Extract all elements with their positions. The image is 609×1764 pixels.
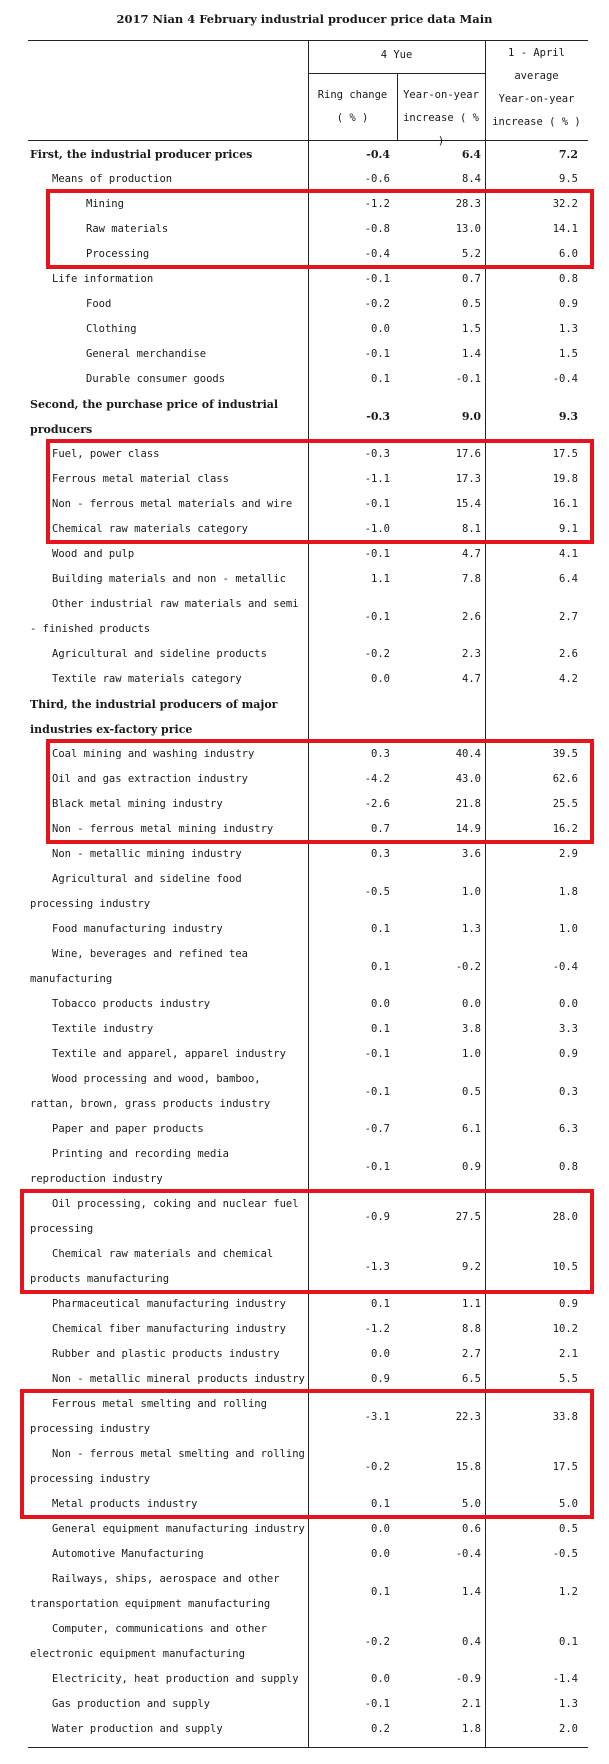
table-row (0, 1142, 609, 1192)
row-label: Electricity, heat production and supply (52, 1673, 299, 1685)
table-row (0, 692, 609, 742)
table-row (0, 1117, 609, 1142)
row-label: First, the industrial producer prices (30, 148, 253, 161)
row-label: Tobacco products industry (52, 998, 211, 1010)
ring-change-value: -0.4 (364, 248, 390, 260)
table-row (0, 1067, 609, 1117)
yoy-value: 5.0 (462, 1498, 481, 1510)
table-row (0, 267, 609, 292)
cumulative-value: 9.1 (559, 523, 578, 535)
ring-change-value: 0.1 (371, 1298, 390, 1310)
cumulative-value: 0.0 (559, 998, 578, 1010)
cumulative-value: 14.1 (552, 223, 578, 235)
cumulative-value: 32.2 (552, 198, 578, 210)
table-row (0, 1017, 609, 1042)
row-label: Fuel, power class (52, 448, 160, 460)
row-label: Non - ferrous metal smelting and rolling processing industry (30, 1448, 305, 1485)
row-label: Non - ferrous metal mining industry (52, 823, 274, 835)
highlight-box (46, 739, 594, 844)
ring-change-value: -0.3 (366, 410, 390, 423)
ring-change-value: -1.1 (364, 473, 390, 485)
ring-change-value: -0.7 (364, 1123, 390, 1135)
table-row (0, 942, 609, 992)
ring-change-value: -2.6 (364, 798, 390, 810)
row-label: Third, the industrial producers of major industries ex-factory price (30, 698, 278, 736)
row-label: Metal products industry (52, 1498, 198, 1510)
ring-change-value: 0.2 (371, 1723, 390, 1735)
row-label: Agricultural and sideline products (52, 648, 267, 660)
yoy-value: 1.4 (462, 348, 481, 360)
yoy-value: 0.4 (462, 1636, 481, 1648)
row-label: Agricultural and sideline food processing industry (30, 873, 242, 910)
row-label: Water production and supply (52, 1723, 223, 1735)
yoy-value: 5.2 (462, 248, 481, 260)
ring-change-value: 0.0 (371, 1348, 390, 1360)
yoy-value: 1.3 (462, 923, 481, 935)
table-row (0, 392, 609, 442)
cumulative-value: 2.1 (559, 1348, 578, 1360)
table-row (0, 1667, 609, 1692)
table-row (0, 142, 609, 167)
row-label: Ferrous metal material class (52, 473, 230, 485)
cumulative-value: 2.6 (559, 648, 578, 660)
ring-change-value: -0.1 (364, 498, 390, 510)
row-label: Oil and gas extraction industry (52, 773, 248, 785)
row-label: Wine, beverages and refined tea manufacturing (30, 948, 248, 985)
ring-change-value: -0.5 (364, 886, 390, 898)
ring-change-value: -0.2 (364, 1636, 390, 1648)
row-label: Chemical raw materials category (52, 523, 248, 535)
ring-change-value: -0.1 (364, 348, 390, 360)
ring-change-value: -0.6 (364, 173, 390, 185)
row-label: Ferrous metal smelting and rolling processing industry (30, 1398, 267, 1435)
highlight-box (20, 1389, 594, 1519)
ring-change-value: -1.0 (364, 523, 390, 535)
ring-change-value: -0.3 (364, 448, 390, 460)
cumulative-value: 0.9 (559, 1298, 578, 1310)
cumulative-value: 0.8 (559, 1161, 578, 1173)
table-row (0, 992, 609, 1017)
cumulative-value: 5.0 (559, 1498, 578, 1510)
row-label: Non - metallic mining industry (52, 848, 242, 860)
yoy-value: 9.0 (461, 410, 481, 423)
row-label: Food (86, 298, 112, 310)
row-label: Raw materials (86, 223, 169, 235)
cumulative-value: 0.9 (559, 1048, 578, 1060)
yoy-value: 17.3 (455, 473, 481, 485)
table-row (0, 1042, 609, 1067)
ring-change-value: -0.8 (364, 223, 390, 235)
cumulative-value: 33.8 (552, 1411, 578, 1423)
cumulative-value: -1.4 (552, 1673, 578, 1685)
cumulative-value: 9.3 (558, 410, 578, 423)
row-label: Gas production and supply (52, 1698, 211, 1710)
row-label: Oil processing, coking and nuclear fuel processing (30, 1198, 299, 1235)
yoy-value: 0.9 (462, 1161, 481, 1173)
cumulative-value: -0.4 (552, 961, 578, 973)
cumulative-value: 0.5 (559, 1523, 578, 1535)
row-label: Wood and pulp (52, 548, 135, 560)
row-label: Black metal mining industry (52, 798, 223, 810)
yoy-value: 14.9 (455, 823, 481, 835)
cumulative-value: 16.2 (552, 823, 578, 835)
cumulative-value: 17.5 (552, 1461, 578, 1473)
header-cumulative-line3: Year-on-year (498, 93, 575, 105)
table-row (0, 1342, 609, 1367)
cumulative-value: 1.0 (559, 923, 578, 935)
cumulative-value: 28.0 (552, 1211, 578, 1223)
yoy-value: 22.3 (455, 1411, 481, 1423)
row-label: Building materials and non - metallic (52, 573, 286, 585)
table-row (0, 1617, 609, 1667)
yoy-value: 1.0 (462, 1048, 481, 1060)
yoy-value: 4.7 (462, 548, 481, 560)
yoy-value: 43.0 (455, 773, 481, 785)
ring-change-value: 0.0 (371, 1548, 390, 1560)
yoy-value: 21.8 (455, 798, 481, 810)
cumulative-value: 3.3 (559, 1023, 578, 1035)
highlight-box (20, 1189, 594, 1294)
table-row (0, 1542, 609, 1567)
yoy-value: 0.5 (462, 298, 481, 310)
yoy-value: 13.0 (455, 223, 481, 235)
row-label: Second, the purchase price of industrial producers (30, 398, 279, 436)
yoy-value: 6.4 (461, 148, 481, 161)
yoy-value: 1.8 (462, 1723, 481, 1735)
ring-change-value: 0.0 (371, 998, 390, 1010)
row-label: General equipment manufacturing industry (52, 1523, 305, 1535)
row-label: Processing (86, 248, 150, 260)
row-label: Non - metallic mineral products industry (52, 1373, 305, 1385)
cumulative-value: 1.5 (559, 348, 578, 360)
cumulative-value: 6.0 (559, 248, 578, 260)
row-label: Textile raw materials category (52, 673, 242, 685)
ring-change-value: 0.1 (371, 1498, 390, 1510)
ring-change-value: 0.0 (371, 1523, 390, 1535)
cumulative-value: -0.4 (552, 373, 578, 385)
cumulative-value: 10.2 (552, 1323, 578, 1335)
ring-change-value: 0.1 (371, 923, 390, 935)
ring-change-value: 1.1 (371, 573, 390, 585)
table-title: 2017 Nian 4 February industrial producer price data Main (116, 12, 493, 26)
yoy-value: 9.2 (462, 1261, 481, 1273)
highlight-box (46, 439, 594, 544)
cumulative-value: 1.3 (559, 1698, 578, 1710)
cumulative-value: 2.9 (559, 848, 578, 860)
ring-change-value: -0.1 (364, 273, 390, 285)
cumulative-value: -0.5 (552, 1548, 578, 1560)
row-label: Clothing (86, 323, 137, 335)
yoy-value: 0.7 (462, 273, 481, 285)
ring-change-value: -0.1 (364, 1048, 390, 1060)
yoy-value: 0.6 (462, 1523, 481, 1535)
header-ring-change-line2: ( % ) (336, 112, 369, 124)
yoy-value: 6.5 (462, 1373, 481, 1385)
cumulative-value: 1.8 (559, 886, 578, 898)
row-label: Paper and paper products (52, 1123, 204, 1135)
yoy-value: 2.6 (462, 611, 481, 623)
table-row (0, 917, 609, 942)
ring-change-value: -4.2 (364, 773, 390, 785)
row-label: Life information (52, 273, 154, 285)
cumulative-value: 25.5 (552, 798, 578, 810)
cumulative-value: 10.5 (552, 1261, 578, 1273)
ring-change-value: 0.0 (371, 323, 390, 335)
highlight-box (46, 189, 594, 269)
yoy-value: -0.1 (455, 373, 481, 385)
table-row (0, 1567, 609, 1617)
row-label: Textile and apparel, apparel industry (52, 1048, 286, 1060)
table-row (0, 1292, 609, 1317)
yoy-value: -0.2 (455, 961, 481, 973)
ring-change-value: 0.1 (371, 961, 390, 973)
header-ring-change-line1: Ring change (317, 89, 388, 101)
row-label: Pharmaceutical manufacturing industry (52, 1298, 286, 1310)
ring-change-value: 0.9 (371, 1373, 390, 1385)
table-row (0, 1692, 609, 1717)
cumulative-value: 0.8 (559, 273, 578, 285)
row-label: Coal mining and washing industry (52, 748, 255, 760)
yoy-value: 17.6 (455, 448, 481, 460)
ring-change-value: 0.1 (371, 1586, 390, 1598)
table-row (0, 317, 609, 342)
cumulative-value: 1.3 (559, 323, 578, 335)
row-label: Railways, ships, aerospace and other transportation equipment manufacturing (30, 1573, 280, 1610)
header-yoy-line2: increase ( % ) (403, 112, 479, 147)
table-row (0, 292, 609, 317)
cumulative-value: 4.1 (559, 548, 578, 560)
ring-change-value: 0.0 (371, 1673, 390, 1685)
row-label: Means of production (52, 173, 173, 185)
yoy-value: 7.8 (462, 573, 481, 585)
table-row (0, 342, 609, 367)
header-cumulative-line2: average (514, 70, 559, 82)
yoy-value: 0.0 (462, 998, 481, 1010)
yoy-value: 40.4 (455, 748, 481, 760)
yoy-value: -0.9 (455, 1673, 481, 1685)
yoy-value: 3.6 (462, 848, 481, 860)
yoy-value: 27.5 (455, 1211, 481, 1223)
yoy-value: 28.3 (455, 198, 481, 210)
header-month-group: 4 Yue (380, 49, 413, 61)
row-label: Other industrial raw materials and semi - finished products (30, 598, 299, 635)
cumulative-value: 0.9 (559, 298, 578, 310)
ring-change-value: -0.2 (364, 648, 390, 660)
row-label: Chemical fiber manufacturing industry (52, 1323, 286, 1335)
ring-change-value: -0.1 (364, 1161, 390, 1173)
ring-change-value: 0.3 (371, 848, 390, 860)
table-row (0, 1517, 609, 1542)
row-label: Non - ferrous metal materials and wire (52, 498, 293, 510)
table-row (0, 667, 609, 692)
row-label: Printing and recording media reproduction industry (30, 1148, 230, 1185)
ring-change-value: 0.7 (371, 823, 390, 835)
ring-change-value: -0.2 (364, 1461, 390, 1473)
row-label: Textile industry (52, 1023, 154, 1035)
cumulative-value: 6.4 (559, 573, 578, 585)
yoy-value: 0.5 (462, 1086, 481, 1098)
cumulative-value: 39.5 (552, 748, 578, 760)
ring-change-value: 0.1 (371, 1023, 390, 1035)
yoy-value: 1.4 (462, 1586, 481, 1598)
ring-change-value: -3.1 (364, 1411, 390, 1423)
cumulative-value: 2.7 (559, 611, 578, 623)
ring-change-value: 0.3 (371, 748, 390, 760)
ring-change-value: -1.3 (364, 1261, 390, 1273)
ring-change-value: -0.4 (366, 148, 390, 161)
ring-change-value: -0.2 (364, 298, 390, 310)
yoy-value: 4.7 (462, 673, 481, 685)
cumulative-value: 2.0 (559, 1723, 578, 1735)
ring-change-value: -0.9 (364, 1211, 390, 1223)
row-label: Durable consumer goods (86, 373, 226, 385)
header-yoy-line1: Year-on-year (403, 89, 479, 101)
yoy-value: 2.3 (462, 648, 481, 660)
ring-change-value: -0.1 (364, 548, 390, 560)
table-row (0, 367, 609, 392)
yoy-value: 2.7 (462, 1348, 481, 1360)
row-label: Computer, communications and other electronic equipment manufacturing (30, 1623, 267, 1660)
yoy-value: 8.8 (462, 1323, 481, 1335)
yoy-value: 3.8 (462, 1023, 481, 1035)
cumulative-value: 0.3 (559, 1086, 578, 1098)
row-label: Food manufacturing industry (52, 923, 223, 935)
ring-change-value: -1.2 (364, 198, 390, 210)
row-label: General merchandise (86, 348, 207, 360)
yoy-value: 15.8 (455, 1461, 481, 1473)
cumulative-value: 9.5 (559, 173, 578, 185)
table-row (0, 842, 609, 867)
yoy-value: 8.4 (462, 173, 481, 185)
cumulative-value: 6.3 (559, 1123, 578, 1135)
ring-change-value: 0.0 (371, 673, 390, 685)
cumulative-value: 7.2 (558, 148, 578, 161)
table-row (0, 542, 609, 567)
table-row (0, 567, 609, 592)
row-label: Mining (86, 198, 124, 210)
table-row (0, 592, 609, 642)
table-row (0, 1717, 609, 1742)
cumulative-value: 16.1 (552, 498, 578, 510)
row-label: Wood processing and wood, bamboo, rattan, brown, grass products industry (30, 1073, 271, 1110)
cumulative-value: 17.5 (552, 448, 578, 460)
ring-change-value: -0.1 (364, 1086, 390, 1098)
ring-change-value: -0.1 (364, 1698, 390, 1710)
row-label: Automotive Manufacturing (52, 1548, 204, 1560)
yoy-value: 1.5 (462, 323, 481, 335)
row-label: Chemical raw materials and chemical products manufacturing (30, 1248, 274, 1285)
cumulative-value: 62.6 (552, 773, 578, 785)
cumulative-value: 1.2 (559, 1586, 578, 1598)
yoy-value: 1.0 (462, 886, 481, 898)
table-row (0, 867, 609, 917)
cumulative-value: 4.2 (559, 673, 578, 685)
yoy-value: 1.1 (462, 1298, 481, 1310)
yoy-value: 8.1 (462, 523, 481, 535)
ring-change-value: 0.1 (371, 373, 390, 385)
cumulative-value: 5.5 (559, 1373, 578, 1385)
table-row (0, 1317, 609, 1342)
table-bottom-rule (28, 1747, 588, 1748)
cumulative-value: 0.1 (559, 1636, 578, 1648)
header-cumulative-line1: 1 - April (508, 47, 565, 59)
yoy-value: 2.1 (462, 1698, 481, 1710)
table-row (0, 642, 609, 667)
yoy-value: 6.1 (462, 1123, 481, 1135)
ring-change-value: -1.2 (364, 1323, 390, 1335)
row-label: Rubber and plastic products industry (52, 1348, 280, 1360)
yoy-value: -0.4 (455, 1548, 481, 1560)
cumulative-value: 19.8 (552, 473, 578, 485)
yoy-value: 15.4 (455, 498, 481, 510)
header-cumulative-line4: increase ( % ) (492, 116, 581, 128)
ring-change-value: -0.1 (364, 611, 390, 623)
